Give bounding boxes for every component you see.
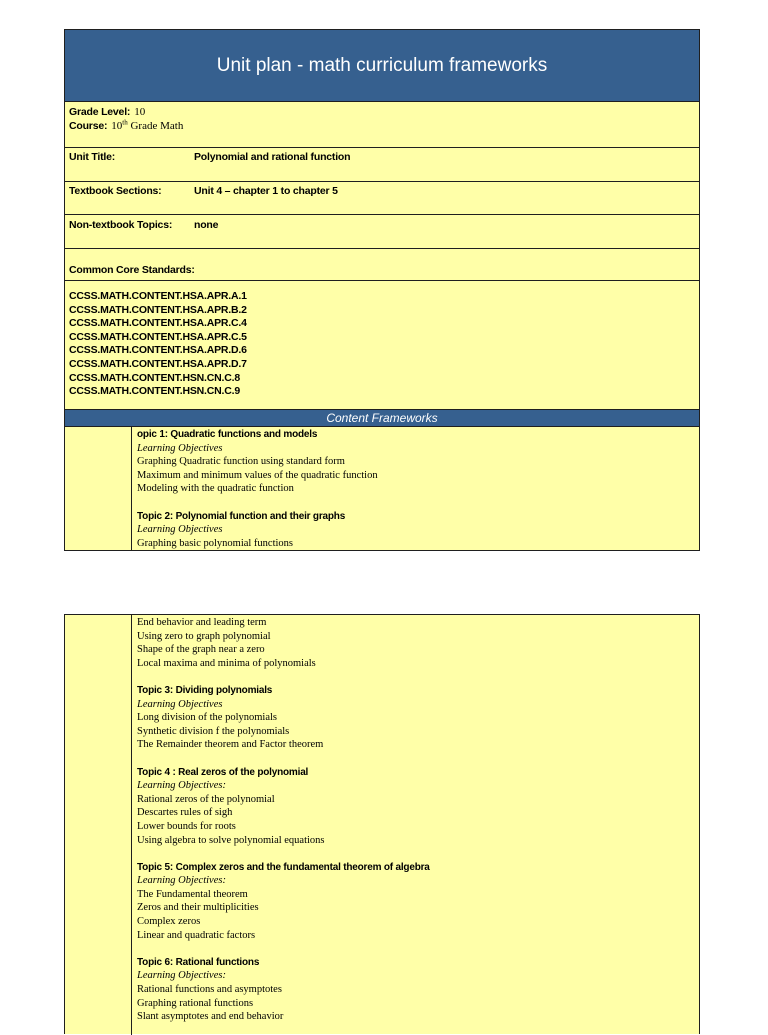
objective-item: Using algebra to solve polynomial equations [137, 834, 325, 846]
topic-heading: Topic 3: Dividing polynomials [137, 684, 273, 696]
common-core-label: Common Core Standards: [69, 264, 195, 276]
standard-item: CCSS.MATH.CONTENT.HSA.APR.B.2 [69, 303, 247, 316]
textbook-sections-row [65, 182, 699, 215]
spacer [137, 496, 378, 510]
objective-item: End behavior and leading term [137, 617, 267, 628]
topic-list-page-2 [137, 616, 430, 1024]
objective-item: Slant asymptotes and end behavior [137, 1011, 284, 1023]
topic-heading: Topic 6: Rational functions [137, 956, 260, 968]
learning-objectives-label: Learning Objectives: [137, 875, 226, 887]
objective-item: Using zero to graph polynomial [137, 630, 271, 642]
unit-title-label: Unit Title: [69, 151, 116, 163]
topic-heading: Topic 4 : Real zeros of the polynomial [137, 766, 309, 778]
objective-item: Zeros and their multiplicities [137, 902, 259, 914]
nontextbook-topics-label: Non-textbook Topics: [69, 219, 173, 231]
nontextbook-topics-value: none [194, 219, 219, 231]
objective-item: Synthetic division f the polynomials [137, 725, 290, 737]
objective-item: Descartes rules of sigh [137, 807, 233, 819]
objective-item: Lower bounds for roots [137, 820, 236, 832]
course-label: Course: [69, 120, 108, 132]
content-frameworks-title: Content Frameworks [326, 411, 438, 425]
topic-heading: Topic 2: Polynomial function and their graphs [137, 510, 346, 522]
objective-item: Modeling with the quadratic function [137, 483, 294, 495]
objective-item: The Remainder theorem and Factor theorem [137, 739, 324, 751]
unit-plan-table-page-2 [64, 614, 700, 1034]
spacer [137, 847, 430, 861]
objective-item: Local maxima and minima of polynomials [137, 657, 316, 669]
standard-item: CCSS.MATH.CONTENT.HSA.APR.C.5 [69, 330, 247, 343]
topic-heading: Topic 5: Complex zeros and the fundamental theorem of algebra [137, 861, 430, 873]
objective-item: Long division of the polynomials [137, 712, 277, 724]
content-frameworks-band [65, 409, 699, 427]
course-line [69, 116, 183, 134]
standard-item: CCSS.MATH.CONTENT.HSN.CN.C.8 [69, 371, 240, 384]
spacer [137, 670, 430, 684]
textbook-sections-value: Unit 4 – chapter 1 to chapter 5 [194, 185, 338, 197]
standard-item: CCSS.MATH.CONTENT.HSA.APR.A.1 [69, 290, 247, 302]
standard-item: CCSS.MATH.CONTENT.HSA.APR.C.4 [69, 317, 247, 330]
objective-item: Maximum and minimum values of the quadratic function [137, 469, 378, 481]
objective-item: Rational functions and asymptotes [137, 984, 282, 996]
objective-item: The Fundamental theorem [137, 888, 248, 900]
spacer [137, 942, 430, 956]
objective-item: Complex zeros [137, 916, 201, 928]
standard-item: CCSS.MATH.CONTENT.HSA.APR.D.6 [69, 344, 247, 357]
learning-objectives-label: Learning Objectives: [137, 970, 226, 982]
column-divider [131, 615, 132, 1035]
textbook-sections-label: Textbook Sections: [69, 185, 162, 197]
course-value: 10th Grade Math [111, 118, 184, 132]
common-core-row [65, 249, 699, 281]
grade-course-row [65, 102, 699, 148]
column-divider [131, 427, 132, 551]
learning-objectives-label: Learning Objectives: [137, 780, 226, 792]
objective-item: Graphing rational functions [137, 997, 254, 1009]
standards-list [69, 290, 247, 399]
learning-objectives-label: Learning Objectives [137, 442, 223, 454]
learning-objectives-label: Learning Objectives [137, 524, 223, 536]
grade-level-label: Grade Level: [69, 106, 131, 118]
grade-level-value: 10 [134, 106, 146, 118]
objective-item: Graphing Quadratic function using standard form [137, 456, 345, 468]
spacer [137, 752, 430, 766]
unit-title-value: Polynomial and rational function [194, 151, 351, 163]
standard-item: CCSS.MATH.CONTENT.HSN.CN.C.9 [69, 385, 240, 398]
objective-item: Linear and quadratic factors [137, 929, 256, 941]
objective-item: Shape of the graph near a zero [137, 644, 265, 656]
objective-item: Rational zeros of the polynomial [137, 793, 275, 805]
learning-objectives-label: Learning Objectives [137, 698, 223, 710]
page-title: Unit plan - math curriculum frameworks [216, 54, 548, 76]
topic-heading: opic 1: Quadratic functions and models [137, 429, 318, 440]
objective-item: Graphing basic polynomial functions [137, 537, 294, 549]
unit-plan-table-page-1 [64, 29, 700, 551]
topic-list-page-1 [137, 428, 378, 550]
standard-item: CCSS.MATH.CONTENT.HSA.APR.D.7 [69, 357, 247, 370]
title-band [65, 30, 699, 102]
unit-title-row [65, 148, 699, 182]
nontextbook-topics-row [65, 215, 699, 249]
